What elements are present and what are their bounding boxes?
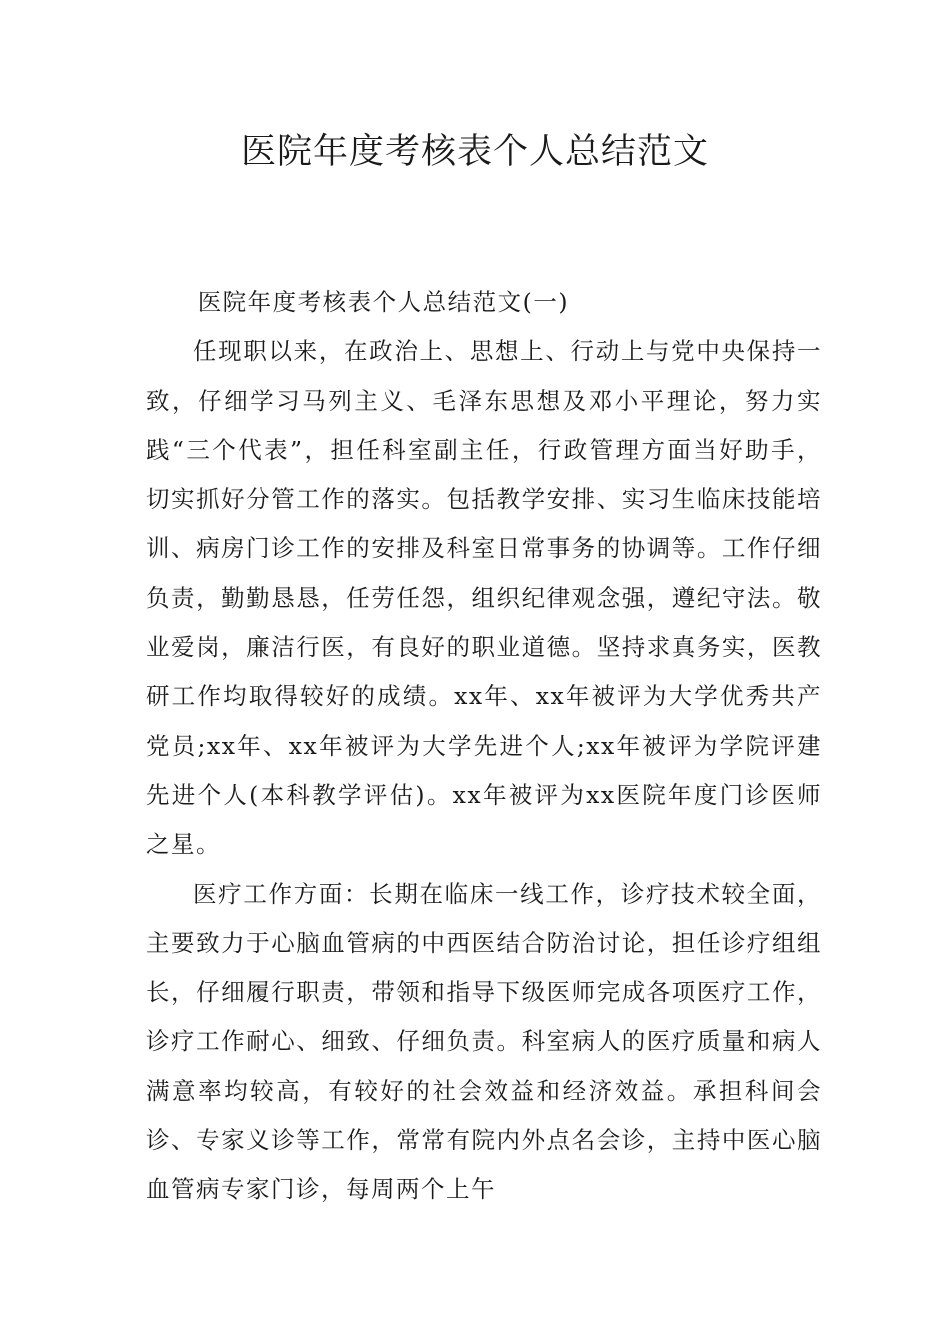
paragraph-overview: 任现职以来，在政治上、思想上、行动上与党中央保持一致，仔细学习马列主义、毛泽东思想及邓小平理论，努力实践“三个代表”，担任科室副主任，行政管理方面当好助手，切实抓好分管工作的落实。包括教学安排、实习生临床技能培训、病房门诊工作的安排及科室日常事务的协调等。工作仔细负责，勤勤恳恳，任劳任怨，组织纪律观念强，遵纪守法。敬业爱岗，廉洁行医，有良好的职业道德。坚持求真务实，医教研工作均取得较好的成绩。xx年、xx年被评为大学优秀共产党员;xx年、xx年被评为大学先进个人;xx年被评为学院评建先进个人(本科教学评估)。xx年被评为xx医院年度门诊医师之星。	[146, 337, 822, 859]
document-title: 医院年度考核表个人总结范文	[240, 132, 709, 172]
section-heading: 医院年度考核表个人总结范文(一)	[197, 288, 570, 316]
document-body	[146, 278, 822, 1215]
paragraph-medical-work: 医疗工作方面：长期在临床一线工作，诊疗技术较全面，主要致力于心脑血管病的中西医结合防治讨论，担任诊疗组组长，仔细履行职责，带领和指导下级医师完成各项医疗工作，诊疗工作耐心、细致、仔细负责。科室病人的医疗质量和病人满意率均较高，有较好的社会效益和经济效益。承担科间会诊、专家义诊等工作，常常有院内外点名会诊，主持中医心脑血管病专家门诊，每周两个上午	[146, 879, 822, 1204]
